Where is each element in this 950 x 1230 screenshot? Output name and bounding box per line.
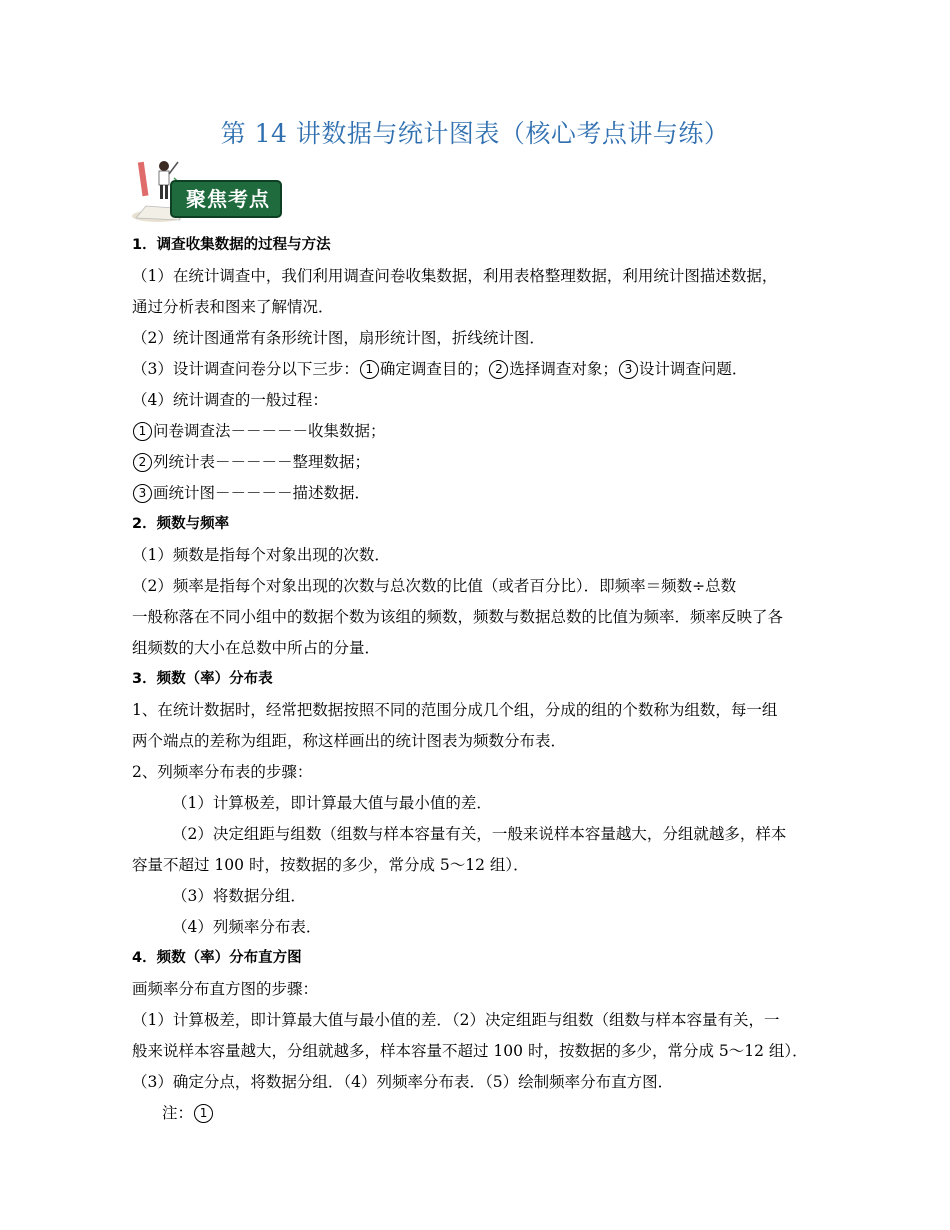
circled-number: 1 <box>360 360 379 379</box>
page-title: 第 14 讲数据与统计图表（核心考点讲与练） <box>220 119 730 148</box>
section-banner-tag <box>170 180 282 218</box>
text: 画统计图－－－－－描述数据． <box>153 484 371 502</box>
text: 确定调查目的； <box>379 360 489 378</box>
circled-number: 3 <box>619 360 638 379</box>
section-3-paragraph: 两个端点的差称为组距，称这样画出的统计图表为频数分布表． <box>132 732 567 750</box>
circled-number: 1 <box>133 422 152 441</box>
section-3-heading: 3．频数（率）分布表 <box>132 671 273 687</box>
circled-number: 2 <box>133 453 152 472</box>
text: 列统计表－－－－－整理数据； <box>153 453 371 471</box>
section-4-paragraph: （3）确定分点，将数据分组．（4）列频率分布表．（5）绘制频率分布直方图． <box>132 1073 674 1091</box>
text: 问卷调查法－－－－－收集数据； <box>153 422 386 440</box>
section-2-paragraph: （1）频数是指每个对象出现的次数． <box>132 546 390 564</box>
section-4-paragraph: （1）计算极差，即计算最大值与最小值的差．（2）决定组距与组数（组数与样本容量有关，一 <box>132 1011 780 1029</box>
section-3-paragraph: 1、在统计数据时，经常把数据按照不同的范围分成几个组，分成的组的个数称为组数，每一组 <box>132 701 778 719</box>
section-2-paragraph: 组频数的大小在总数中所占的分量． <box>132 639 381 657</box>
section-1-paragraph: （2）统计图通常有条形统计图，扇形统计图，折线统计图． <box>132 329 545 347</box>
circled-number: 3 <box>133 484 152 503</box>
text: 设计调查问题． <box>638 360 748 378</box>
section-1-paragraph: （1）在统计调查中，我们利用调查问卷收集数据，利用表格整理数据，利用统计图描述数据， <box>132 267 778 285</box>
process-step <box>132 478 822 509</box>
section-4-paragraph: 画频率分布直方图的步骤： <box>132 980 319 998</box>
section-1-paragraph: （4）统计调查的一般过程： <box>132 391 328 409</box>
section-2-paragraph: （2）频率是指每个对象出现的次数与总次数的比值（或者百分比）．即频率＝频数÷总数 <box>132 577 737 595</box>
section-banner-label: 聚焦考点 <box>186 187 270 211</box>
section-3-paragraph: 2、列频率分布表的步骤： <box>132 763 313 781</box>
section-3-step: （3）将数据分组． <box>172 887 306 905</box>
section-1-paragraph <box>132 354 822 385</box>
note <box>132 1098 822 1129</box>
section-4-heading: 4．频数（率）分布直方图 <box>132 950 302 966</box>
section-1-paragraph: 通过分析表和图来了解情况． <box>132 298 334 316</box>
section-4-paragraph: 般来说样本容量越大，分组就越多，样本容量不超过 100 时，按数据的多少，常分成 5～12 组）． <box>132 1042 808 1060</box>
section-2-paragraph: 一般称落在不同小组中的数据个数为该组的频数，频数与数据总数的比值为频率．频率反映了各 <box>132 608 784 626</box>
section-banner <box>130 158 290 224</box>
circled-number: 2 <box>489 360 508 379</box>
section-1-heading: 1．调查收集数据的过程与方法 <box>132 237 331 253</box>
section-3-step: （2）决定组距与组数（组数与样本容量有关，一般来说样本容量越大，分组就越多，样本 <box>172 825 787 843</box>
process-step <box>132 416 822 447</box>
text: （3）设计调查问卷分以下三步： <box>132 360 359 378</box>
circled-number: 1 <box>194 1104 213 1123</box>
text: 选择调查对象； <box>509 360 618 378</box>
note-label: 注： <box>162 1104 194 1122</box>
section-2-heading: 2．频数与频率 <box>132 516 230 532</box>
process-step <box>132 447 822 478</box>
document-body <box>132 230 822 1129</box>
section-3-step: （1）计算极差，即计算最大值与最小值的差． <box>172 794 492 812</box>
section-3-step: 容量不超过 100 时，按数据的多少，常分成 5～12 组）． <box>132 856 529 874</box>
section-3-step: （4）列频率分布表． <box>172 918 322 936</box>
